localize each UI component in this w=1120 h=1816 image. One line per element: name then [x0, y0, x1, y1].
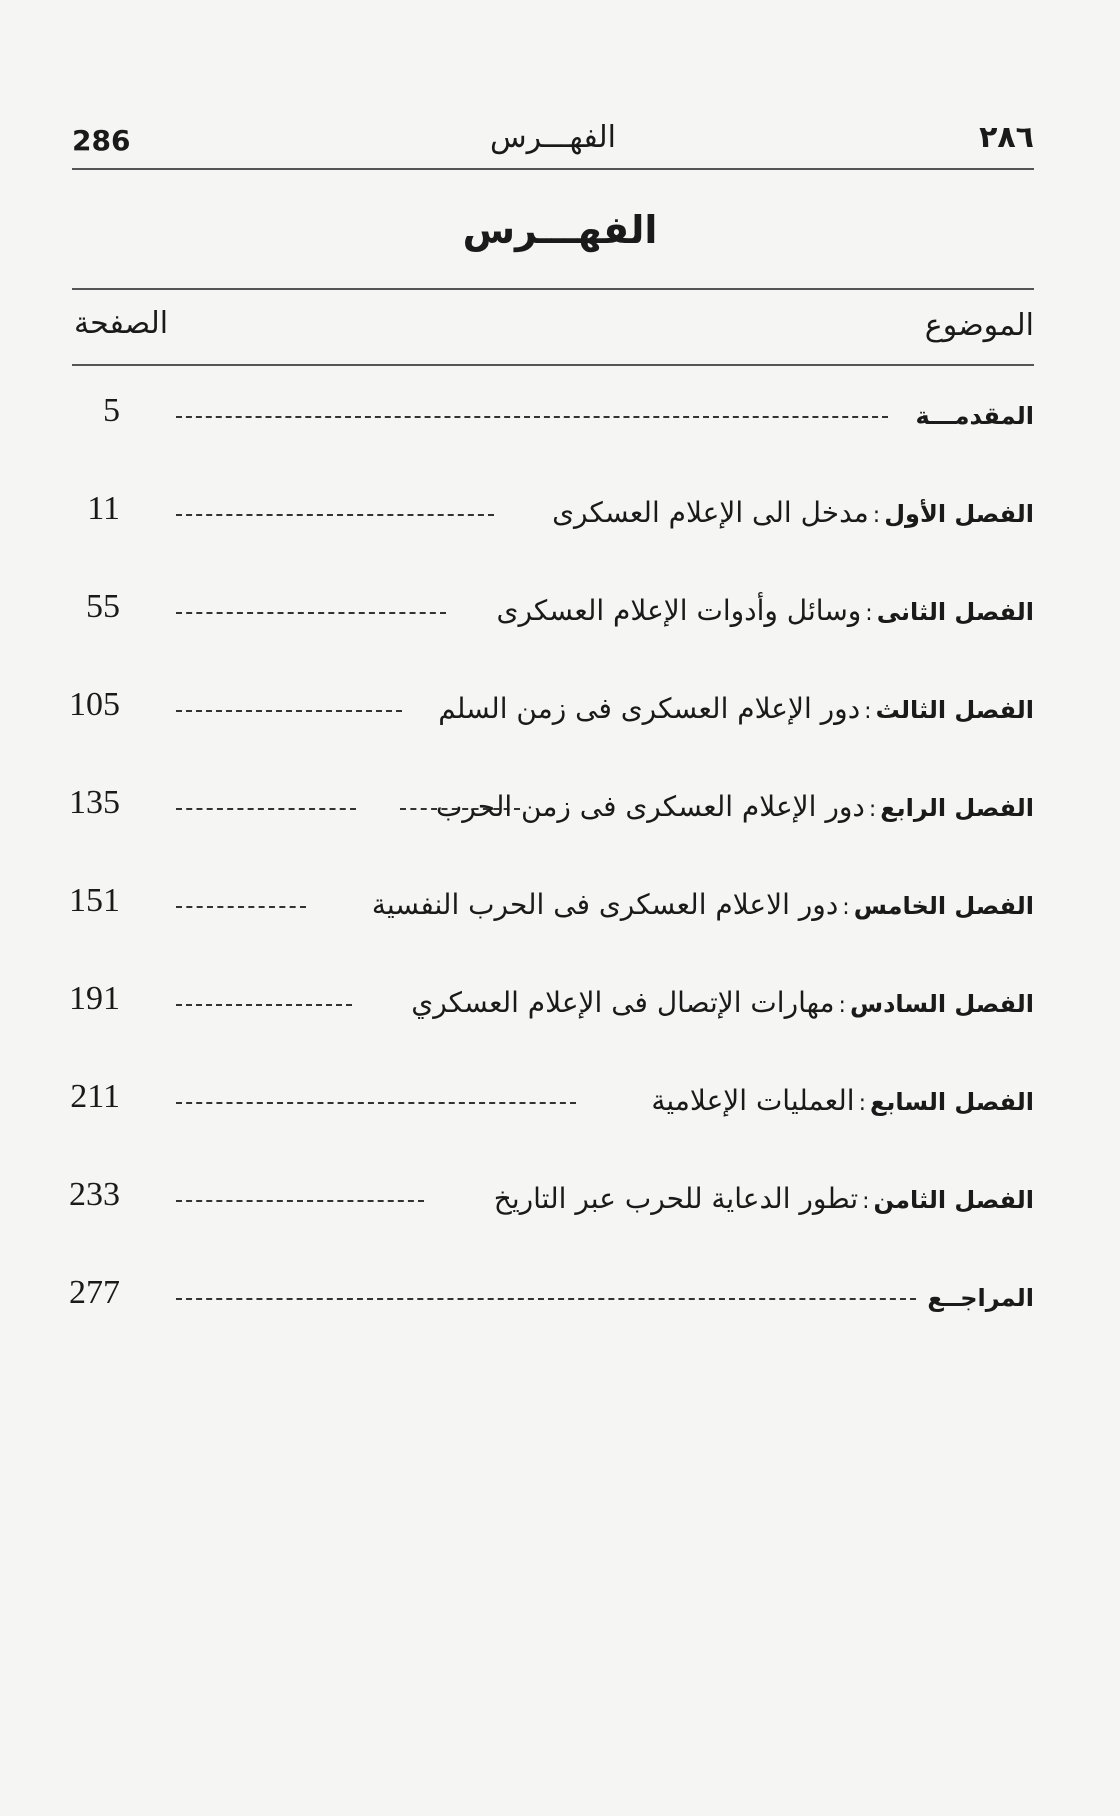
table-of-contents [56, 392, 1034, 1372]
toc-entry [56, 1274, 1034, 1372]
toc-entry-title: وسائل وأدوات الإعلام العسكرى [496, 594, 862, 627]
toc-entry-page: 105 [69, 686, 120, 723]
page-title: الفهـــرس [462, 208, 658, 252]
toc-entry-separator: : [865, 601, 873, 626]
toc-entry-title: دور الإعلام العسكرى فى زمن الحرب [435, 790, 865, 823]
dotted-leader [176, 1102, 576, 1104]
toc-entry-chapter: المقدمـــة [915, 402, 1034, 430]
toc-entry-page: 55 [86, 588, 120, 625]
toc-entry [56, 1078, 1034, 1176]
toc-entry-label [411, 986, 1034, 1019]
toc-entry-label [494, 1182, 1034, 1215]
toc-entry-page: 135 [69, 784, 120, 821]
toc-entry [56, 784, 1034, 882]
toc-entry [56, 490, 1034, 588]
toc-entry-separator: : [872, 503, 881, 528]
dotted-leader [176, 808, 356, 810]
toc-entry [56, 686, 1034, 784]
toc-entry-title: مهارات الإتصال فى الإعلام العسكري [411, 986, 835, 1019]
toc-entry-label [438, 692, 1034, 725]
toc-entry-chapter: الفصل الخامس [853, 892, 1034, 920]
toc-entry-label [372, 888, 1034, 921]
toc-entry-chapter: الفصل الثانى [876, 598, 1034, 626]
toc-entry-page: 277 [69, 1274, 120, 1311]
toc-entry-label [651, 1084, 1034, 1117]
page-number-arabic: ٢٨٦ [979, 120, 1034, 155]
toc-entry-separator: : [858, 1091, 866, 1116]
running-header [72, 118, 1034, 170]
toc-entry-chapter: الفصل السادس [849, 990, 1034, 1018]
toc-entry [56, 980, 1034, 1078]
toc-entry-title: العمليات الإعلامية [651, 1084, 855, 1117]
dotted-leader [176, 710, 402, 712]
toc-entry-chapter: الفصل الثامن [873, 1186, 1034, 1214]
dotted-leader [176, 1200, 424, 1202]
toc-entry-separator: : [862, 1189, 870, 1214]
dotted-leader [176, 514, 494, 516]
toc-entry-page: 151 [69, 882, 120, 919]
dotted-leader [176, 1298, 916, 1300]
column-topic-label: الموضوع [924, 308, 1034, 343]
toc-entry-title: تطور الدعاية للحرب عبر التاريخ [493, 1182, 859, 1215]
toc-entry [56, 882, 1034, 980]
toc-entry-label [927, 1280, 1034, 1313]
toc-entry-title: دور الإعلام العسكرى فى زمن السلم [438, 692, 861, 725]
toc-entry-page: 233 [69, 1176, 120, 1213]
toc-entry-separator: : [868, 797, 877, 822]
column-page-label: الصفحة [74, 306, 169, 341]
toc-entry [56, 392, 1034, 490]
toc-entry-label [916, 398, 1035, 431]
column-header [72, 288, 1034, 366]
toc-entry [56, 1176, 1034, 1274]
toc-entry-chapter: المراجــع [927, 1284, 1034, 1312]
toc-entry-label [552, 496, 1034, 529]
toc-entry-label [497, 594, 1034, 627]
toc-entry [56, 588, 1034, 686]
toc-entry-page: 5 [103, 392, 120, 429]
toc-entry-page: 211 [70, 1078, 120, 1115]
dotted-leader [176, 416, 888, 418]
toc-entry-page: 191 [69, 980, 120, 1017]
toc-entry-chapter: الفصل الأول [884, 500, 1034, 528]
toc-entry-chapter: الفصل السابع [869, 1088, 1034, 1116]
toc-entry-title: مدخل الى الإعلام العسكرى [552, 496, 869, 529]
toc-entry-label [436, 790, 1034, 823]
toc-entry-separator: : [864, 699, 872, 724]
toc-entry-title: دور الاعلام العسكرى فى الحرب النفسية [371, 888, 839, 921]
page-number-latin: 286 [72, 124, 131, 157]
dotted-leader [176, 906, 306, 908]
toc-entry-separator: : [838, 993, 846, 1018]
toc-entry-separator: : [842, 895, 850, 920]
toc-entry-page: 11 [87, 490, 120, 527]
dotted-leader [176, 1004, 352, 1006]
toc-entry-chapter: الفصل الثالث [875, 696, 1034, 724]
dotted-leader [176, 612, 446, 614]
toc-entry-chapter: الفصل الرابع [880, 794, 1034, 822]
running-title: الفهـــرس [489, 120, 617, 155]
